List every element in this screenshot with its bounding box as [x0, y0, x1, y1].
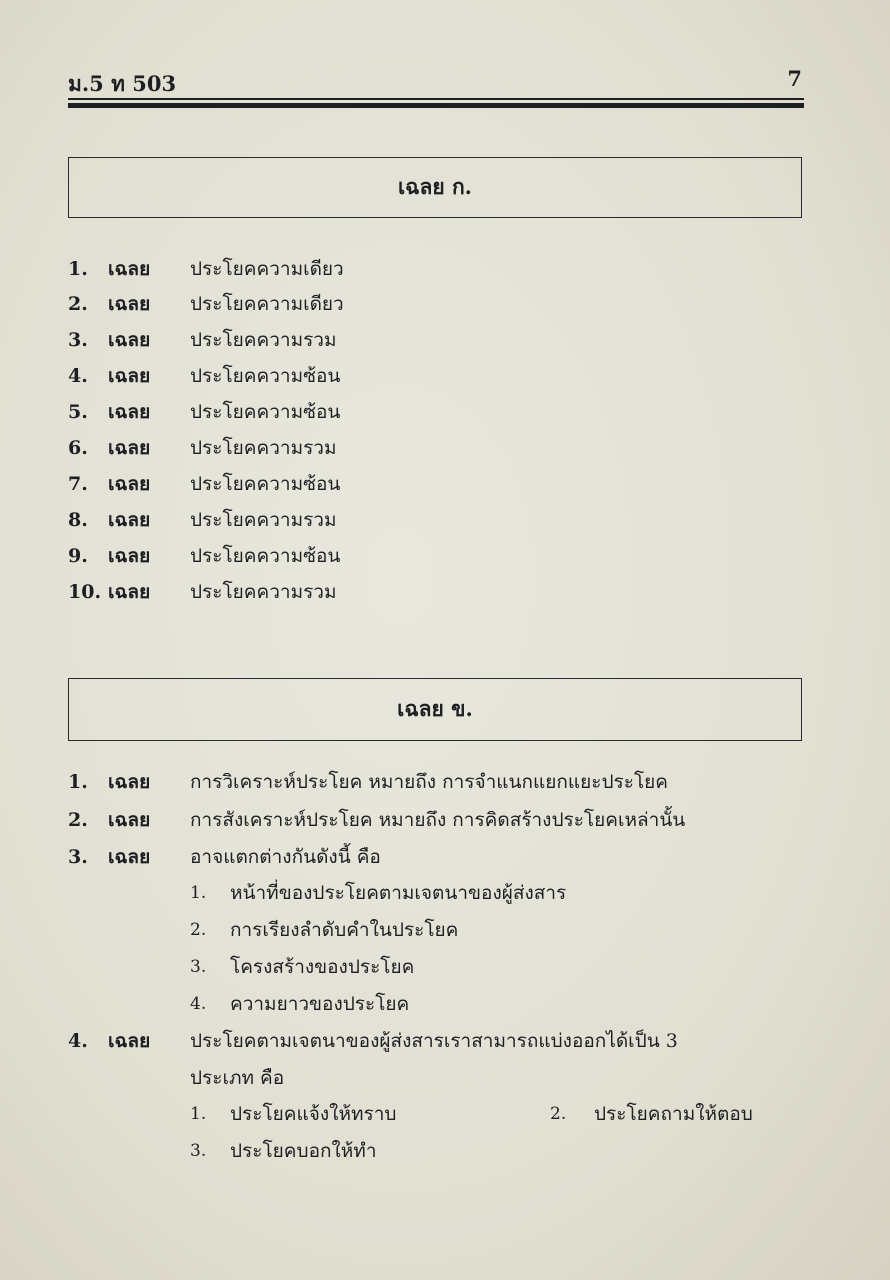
answer-number: 2.	[68, 809, 88, 831]
sub-item-text: ประโยคถามให้ตอบ	[594, 1103, 753, 1125]
answer-text: ประโยคความรวม	[190, 329, 337, 351]
answer-number: 9.	[68, 545, 88, 567]
answer-label: เฉลย	[108, 545, 151, 567]
section-b-title-box	[68, 678, 802, 741]
answer-number: 3.	[68, 329, 88, 351]
sub-item-number: 2.	[190, 920, 207, 940]
page-header	[68, 66, 804, 96]
header-rule-thin	[68, 98, 804, 100]
page-number: 7	[787, 66, 802, 91]
section-b-title: เฉลย ข.	[397, 696, 473, 721]
answer-label: เฉลย	[108, 365, 151, 387]
answer-label: เฉลย	[108, 581, 151, 603]
answer-text: ประโยคความรวม	[190, 581, 337, 603]
answer-label: เฉลย	[108, 329, 151, 351]
answer-number: 10.	[68, 581, 102, 603]
answer-number: 8.	[68, 509, 88, 531]
answer-text: ประโยคความซ้อน	[190, 545, 341, 567]
sub-item-text: ประโยคแจ้งให้ทราบ	[230, 1103, 397, 1125]
answer-label: เฉลย	[108, 401, 151, 423]
answer-label: เฉลย	[108, 437, 151, 459]
sub-item-text: ประโยคบอกให้ทำ	[230, 1140, 377, 1162]
sub-item-number: 4.	[190, 994, 207, 1014]
answer-number: 1.	[68, 258, 88, 280]
answer-label: เฉลย	[108, 846, 151, 868]
sub-item-number: 1.	[190, 883, 207, 903]
answer-label: เฉลย	[108, 258, 151, 280]
answer-text: ประโยคความซ้อน	[190, 365, 341, 387]
sub-item-text: ความยาวของประโยค	[230, 993, 410, 1015]
answer-text: ประโยคความซ้อน	[190, 401, 341, 423]
sub-item-text: โครงสร้างของประโยค	[230, 956, 415, 978]
answer-number: 5.	[68, 401, 88, 423]
answer-text: ประโยคความซ้อน	[190, 473, 341, 495]
answer-number: 4.	[68, 1030, 88, 1052]
answer-number: 3.	[68, 846, 88, 868]
header-rule-thick	[68, 103, 804, 108]
sub-item-number: 1.	[190, 1104, 207, 1124]
answer-text: การวิเคราะห์ประโยค หมายถึง การจำแนกแยกแยะประโยค	[190, 771, 668, 793]
answer-text: อาจแตกต่างกันดังนี้ คือ	[190, 846, 381, 868]
answer-text: ประโยคความเดียว	[190, 258, 344, 280]
answer-text: การสังเคราะห์ประโยค หมายถึง การคิดสร้างประโยคเหล่านั้น	[190, 809, 686, 831]
answer-number: 4.	[68, 365, 88, 387]
sub-item-number: 3.	[190, 1141, 207, 1161]
course-code: ม.5 ท 503	[68, 71, 177, 96]
sub-item-number: 3.	[190, 957, 207, 977]
answer-number: 2.	[68, 293, 88, 315]
section-a-title: เฉลย ก.	[398, 174, 472, 199]
section-a-title-box	[68, 157, 802, 218]
answer-text: ประโยคความรวม	[190, 437, 337, 459]
answer-label: เฉลย	[108, 509, 151, 531]
answer-number: 7.	[68, 473, 88, 495]
answer-label: เฉลย	[108, 293, 151, 315]
answer-text: ประโยคตามเจตนาของผู้ส่งสารเราสามารถแบ่งออกได้เป็น 3	[190, 1030, 678, 1052]
answer-number: 6.	[68, 437, 88, 459]
sub-item-text: หน้าที่ของประโยคตามเจตนาของผู้ส่งสาร	[230, 882, 567, 904]
answer-text-continued: ประเภท คือ	[190, 1067, 285, 1089]
answer-label: เฉลย	[108, 1030, 151, 1052]
answer-number: 1.	[68, 771, 88, 793]
answer-text: ประโยคความเดียว	[190, 293, 344, 315]
sub-item-text: การเรียงลำดับคำในประโยค	[230, 919, 459, 941]
answer-label: เฉลย	[108, 771, 151, 793]
answer-text: ประโยคความรวม	[190, 509, 337, 531]
sub-item-number: 2.	[550, 1104, 567, 1124]
answer-label: เฉลย	[108, 809, 151, 831]
answer-label: เฉลย	[108, 473, 151, 495]
